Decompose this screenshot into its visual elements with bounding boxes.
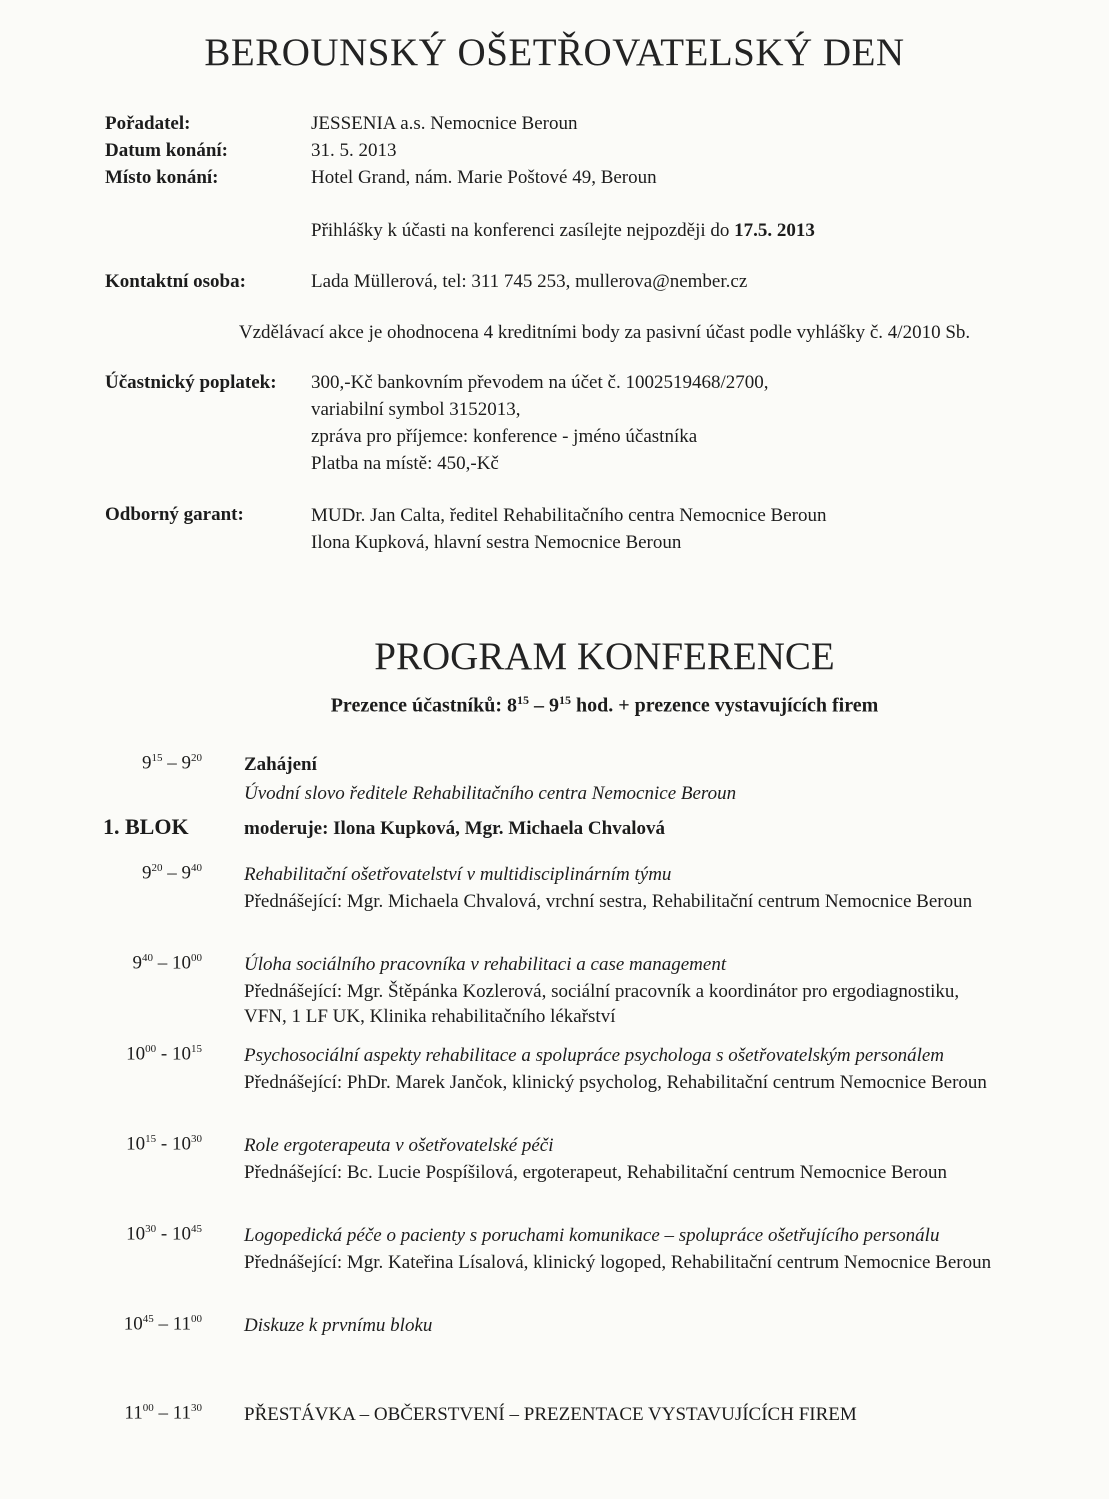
opening-title: Zahájení bbox=[244, 754, 317, 775]
time-start: 9 bbox=[132, 952, 142, 974]
break-time bbox=[82, 1402, 202, 1424]
opening-time bbox=[82, 752, 202, 774]
time-sep: - bbox=[156, 1133, 172, 1155]
item-title: Logopedická péče o pacienty s poruchami komunikace – spolupráce ošetřujícího personálu bbox=[244, 1225, 940, 1246]
presence-sup-2: 15 bbox=[559, 693, 571, 707]
presence-prefix: Prezence účastníků: 8 bbox=[330, 694, 517, 717]
item-speaker-cont: VFN, 1 LF UK, Klinika rehabilitačního lékařství bbox=[244, 1006, 616, 1027]
item-speaker: Přednášející: Mgr. Michaela Chvalová, vrchní sestra, Rehabilitační centrum Nemocnice Beroun bbox=[244, 891, 973, 912]
guarantor-line-1: MUDr. Jan Calta, ředitel Rehabilitačního centra Nemocnice Beroun bbox=[311, 505, 827, 526]
item-speaker: Přednášející: Mgr. Štěpánka Kozlerová, sociální pracovník a koordinátor pro ergodiagnostiku, bbox=[244, 981, 960, 1002]
time-start: 11 bbox=[124, 1402, 143, 1424]
time-start: 10 bbox=[123, 1313, 143, 1335]
time-start-min: 45 bbox=[142, 1313, 154, 1325]
item-time bbox=[82, 1043, 202, 1065]
time-start: 9 bbox=[142, 752, 152, 774]
time-end: 9 bbox=[181, 752, 191, 774]
time-start-min: 00 bbox=[142, 1402, 154, 1414]
opening-subtitle: Úvodní slovo ředitele Rehabilitačního centra Nemocnice Beroun bbox=[244, 783, 737, 804]
date-label: Datum konání: bbox=[105, 140, 228, 161]
contact-label: Kontaktní osoba: bbox=[105, 271, 246, 292]
time-sep: – bbox=[153, 1402, 173, 1424]
item-time bbox=[82, 862, 202, 884]
guarantor-line-2: Ilona Kupková, hlavní sestra Nemocnice Beroun bbox=[311, 532, 682, 553]
item-speaker: Přednášející: Mgr. Kateřina Lísalová, klinický logoped, Rehabilitační centrum Nemocnice Beroun bbox=[244, 1252, 992, 1273]
organizer-label: Pořadatel: bbox=[105, 113, 191, 134]
fee-line-3: zpráva pro příjemce: konference - jméno účastníka bbox=[311, 426, 698, 447]
item-speaker: Přednášející: PhDr. Marek Jančok, klinický psycholog, Rehabilitační centrum Nemocnice Beroun bbox=[244, 1072, 987, 1093]
guarantor-label: Odborný garant: bbox=[105, 504, 244, 525]
time-end: 10 bbox=[172, 1133, 191, 1155]
time-sep: – bbox=[153, 952, 172, 974]
block-label: 1. BLOK bbox=[103, 814, 189, 839]
time-sep: - bbox=[156, 1223, 172, 1245]
registration-deadline: 17.5. 2013 bbox=[734, 220, 815, 241]
time-end-min: 45 bbox=[191, 1223, 202, 1235]
time-sep: – bbox=[162, 862, 182, 884]
item-title: Psychosociální aspekty rehabilitace a spolupráce psychologa s ošetřovatelským personálem bbox=[244, 1045, 945, 1066]
item-title: Úloha sociálního pracovníka v rehabilitaci a case management bbox=[244, 954, 727, 975]
program-heading: PROGRAM KONFERENCE bbox=[374, 635, 835, 678]
item-title: Role ergoterapeuta v ošetřovatelské péči bbox=[244, 1135, 554, 1156]
time-start-min: 30 bbox=[145, 1223, 157, 1235]
time-end-min: 30 bbox=[191, 1133, 202, 1145]
credits-note: Vzdělávací akce je ohodnocena 4 kreditními body za pasivní účast podle vyhlášky č. 4/2010 Sb. bbox=[238, 322, 971, 343]
time-sep: - bbox=[156, 1043, 172, 1065]
fee-line-2: variabilní symbol 3152013, bbox=[311, 399, 521, 420]
time-end: 10 bbox=[172, 1223, 191, 1245]
time-end: 10 bbox=[172, 952, 191, 974]
presence-sup-1: 15 bbox=[517, 693, 529, 707]
time-start: 10 bbox=[126, 1043, 146, 1065]
time-end-min: 20 bbox=[191, 752, 202, 764]
item-title: Rehabilitační ošetřovatelství v multidisciplinárním týmu bbox=[244, 864, 672, 885]
time-start: 9 bbox=[142, 862, 152, 884]
time-end-min: 15 bbox=[191, 1043, 202, 1055]
time-start: 10 bbox=[126, 1133, 146, 1155]
place-label: Místo konání: bbox=[105, 167, 219, 188]
item-time bbox=[82, 1133, 202, 1155]
time-end-min: 00 bbox=[191, 952, 202, 964]
time-end-min: 30 bbox=[191, 1402, 202, 1414]
time-start-min: 15 bbox=[151, 752, 163, 764]
presence-line bbox=[0, 693, 1109, 718]
registration-note bbox=[311, 220, 815, 242]
date-value: 31. 5. 2013 bbox=[311, 140, 397, 161]
time-end: 10 bbox=[172, 1043, 191, 1065]
time-end: 11 bbox=[172, 1402, 191, 1424]
organizer-value: JESSENIA a.s. Nemocnice Beroun bbox=[311, 113, 578, 134]
time-sep: – bbox=[162, 752, 182, 774]
time-start-min: 15 bbox=[145, 1133, 157, 1145]
item-speaker: Přednášející: Bc. Lucie Pospíšilová, ergoterapeut, Rehabilitační centrum Nemocnice Beroun bbox=[244, 1162, 947, 1183]
time-start-min: 40 bbox=[142, 952, 153, 964]
item-time bbox=[82, 1223, 202, 1245]
item-title: Diskuze k prvnímu bloku bbox=[244, 1315, 433, 1336]
time-end-min: 00 bbox=[191, 1313, 202, 1325]
document-title: BEROUNSKÝ OŠETŘOVATELSKÝ DEN bbox=[204, 31, 905, 74]
time-end: 9 bbox=[181, 862, 191, 884]
item-time bbox=[82, 1313, 202, 1335]
presence-mid: – 9 bbox=[529, 694, 559, 717]
time-start-min: 20 bbox=[151, 862, 163, 874]
time-start: 10 bbox=[126, 1223, 146, 1245]
block-moderators: moderuje: Ilona Kupková, Mgr. Michaela Chvalová bbox=[244, 818, 665, 839]
time-sep: – bbox=[153, 1313, 173, 1335]
fee-line-4: Platba na místě: 450,-Kč bbox=[311, 453, 499, 474]
contact-value: Lada Müllerová, tel: 311 745 253, mullerova@nember.cz bbox=[311, 271, 748, 292]
break-label: PŘESTÁVKA – OBČERSTVENÍ – PREZENTACE VYSTAVUJÍCÍCH FIREM bbox=[244, 1404, 857, 1425]
fee-line-1: 300,-Kč bankovním převodem na účet č. 1002519468/2700, bbox=[311, 372, 769, 393]
registration-prefix: Přihlášky k účasti na konferenci zasílejte nejpozději do bbox=[311, 220, 730, 241]
item-time bbox=[82, 952, 202, 974]
time-end: 11 bbox=[172, 1313, 191, 1335]
time-start-min: 00 bbox=[145, 1043, 157, 1055]
place-value: Hotel Grand, nám. Marie Poštové 49, Beroun bbox=[311, 167, 657, 188]
presence-suffix: hod. + prezence vystavujících firem bbox=[571, 694, 879, 717]
fee-label: Účastnický poplatek: bbox=[105, 372, 277, 393]
time-end-min: 40 bbox=[191, 862, 202, 874]
